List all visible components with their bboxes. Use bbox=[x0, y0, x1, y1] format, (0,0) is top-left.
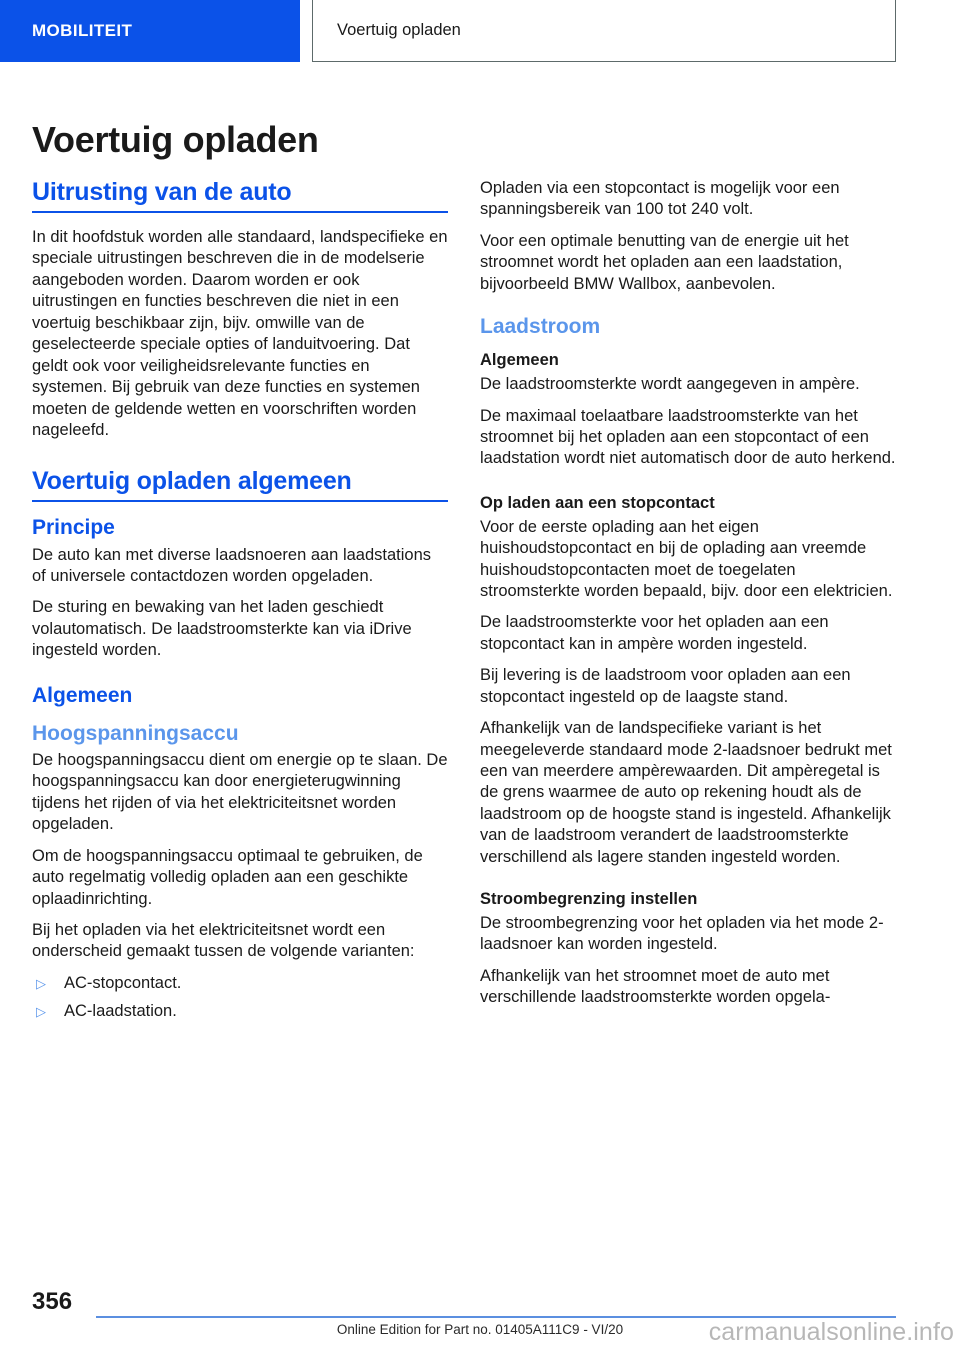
paragraph-max-current: De maximaal toelaatbare laadstroomsterkte van het stroomnet bij het opladen aan een stopcontact of een laadstation wordt niet automatisch door de auto herkend. bbox=[480, 406, 896, 468]
page-header bbox=[0, 0, 960, 66]
paragraph-ampere-unit: De laadstroomsterkte wordt aangegeven in ampère. bbox=[480, 375, 860, 394]
page-title: Voertuig opladen bbox=[32, 119, 319, 161]
paragraph-socket-2: De laadstroomsterkte voor het opladen aan een stopcontact kan in ampère worden ingesteld. bbox=[480, 613, 829, 653]
list-item bbox=[32, 973, 448, 994]
paragraph-hv-3: Bij het opladen via het elektriciteitsnet wordt een onderscheid gemaakt tussen de volgende varianten: bbox=[32, 921, 415, 961]
heading-uitrusting-van-de-auto: Uitrusting van de auto bbox=[32, 178, 448, 213]
right-column bbox=[480, 178, 896, 1278]
heading-stroombegrenzing-instellen: Stroombegrenzing instellen bbox=[480, 890, 698, 909]
list-charging-variants bbox=[32, 973, 448, 1023]
heading-algemeen-left: Algemeen bbox=[32, 683, 133, 707]
page-footer bbox=[0, 1282, 960, 1362]
edition-note: Online Edition for Part no. 01405A111C9 - VI/20 bbox=[336, 1322, 624, 1337]
page-number: 356 bbox=[32, 1288, 73, 1315]
bullet-triangle-icon: ▷ bbox=[36, 1004, 46, 1020]
heading-voertuig-opladen-algemeen: Voertuig opladen algemeen bbox=[32, 467, 448, 502]
paragraph-socket-4: Afhankelijk van de landspecifieke variant is het meegeleverde standaard mode 2-laadsnoer bedrukt met een van meerdere ampèrewaarden. Dit ampèregetal is de grens waarmee de auto op rekening houdt als de laadstroom op de hoogste stand is ingesteld. Afhankelijk van de laadstroom verandert de laadstroomsterkte verschillend als lagere standen ingesteld worden. bbox=[480, 719, 892, 866]
heading-principe: Principe bbox=[32, 516, 115, 540]
left-column bbox=[32, 178, 448, 1278]
paragraph-limit-1: De stroombegrenzing voor het opladen via het mode 2-laadsnoer kan worden ingesteld. bbox=[480, 914, 884, 954]
list-item-label: AC-laadstation. bbox=[64, 1002, 177, 1021]
section-tab-mobiliteit bbox=[0, 0, 300, 62]
bullet-triangle-icon: ▷ bbox=[36, 975, 46, 991]
paragraph-voltage-range: Opladen via een stopcontact is mogelijk voor een spanningsbereik van 100 tot 240 volt. bbox=[480, 179, 840, 219]
paragraph-socket-1: Voor de eerste oplading aan het eigen huishoudstopcontact en bij de oplading aan vreemde huishoudstopcontacten moet de toegelaten stroomsterkte worden bepaald, bijv. door een elektricien. bbox=[480, 517, 893, 600]
heading-op-laden-aan-een-stopcontact: Op laden aan een stopcontact bbox=[480, 493, 715, 512]
content-columns bbox=[32, 178, 928, 1278]
paragraph-wallbox-recommendation: Voor een optimale benutting van de energie uit het stroomnet wordt het opladen aan een laadstation, bijvoorbeeld BMW Wallbox, aanbevolen. bbox=[480, 231, 849, 293]
paragraph-equipment: In dit hoofdstuk worden alle standaard, landspecifieke en speciale uitrustingen beschreven die in de modelserie aangeboden worden. Daarom worden er ook uitrustingen en functies beschreven die niet in een voertuig beschikbaar zijn, bijv. omwille van de geselecteerde speciale opties of landuitvoering. Dat geldt ook voor veiligheidsrelevante functies en systemen. Bij gebruik van deze functies en systemen moeten de geldende wetten en voorschriften worden nageleefd. bbox=[32, 228, 448, 439]
list-item bbox=[32, 1001, 448, 1022]
paragraph-socket-3: Bij levering is de laadstroom voor opladen aan een stopcontact ingesteld op de laagste stand. bbox=[480, 666, 851, 706]
section-tab-label: MOBILITEIT bbox=[32, 21, 133, 40]
heading-hoogspanningsaccu: Hoogspanningsaccu bbox=[32, 721, 239, 745]
paragraph-principe-1: De auto kan met diverse laadsnoeren aan laadstations of universele contactdozen worden opgeladen. bbox=[32, 545, 432, 585]
watermark: carmanualsonline.info bbox=[708, 1318, 954, 1346]
paragraph-hv-1: De hoogspanningsaccu dient om energie op te slaan. De hoogspanningsaccu kan door energieterugwinning tijdens het rijden of via het elektriciteitsnet worden opgeladen. bbox=[32, 750, 448, 834]
breadcrumb bbox=[312, 0, 896, 62]
paragraph-hv-2: Om de hoogspanningsaccu optimaal te gebruiken, de auto regelmatig volledig opladen aan een geschikte oplaadinrichting. bbox=[32, 846, 423, 908]
paragraph-limit-2: Afhankelijk van het stroomnet moet de auto met verschillende laadstroomsterkte worden opgela- bbox=[480, 966, 831, 1007]
heading-laadstroom: Laadstroom bbox=[480, 315, 601, 339]
list-item-label: AC-stopcontact. bbox=[64, 973, 182, 992]
paragraph-principe-2: De sturing en bewaking van het laden geschiedt volautomatisch. De laadstroomsterkte kan via iDrive ingesteld worden. bbox=[32, 598, 412, 660]
breadcrumb-label: Voertuig opladen bbox=[337, 21, 461, 39]
heading-algemeen-right: Algemeen bbox=[480, 351, 559, 370]
